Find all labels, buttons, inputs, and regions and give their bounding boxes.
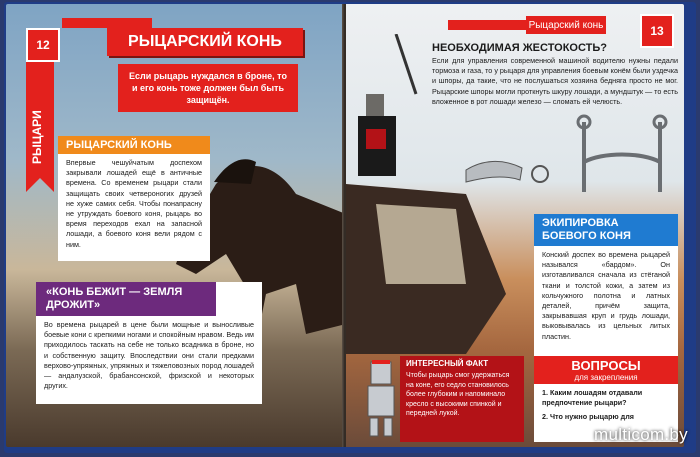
box-cruelty-body: Если для управления современной машиной водителю нужны педали тормоза и газа, то у рыцаря для управления боевым конём были уздечка и шпоры, да такие, что не послушаться хозяина бедняга просто не мог. Рыцарские шпоры могли проткнуть шкуру лошади, а мундштук — то есть вложенное в рот лошади железо — сломать ей челюсть. [432,56,678,106]
box-knight-horse-body: Впервые чешуйчатым доспехом закрывали лошадей ещё в античные времена. Со временем рыцари стали защищать своих четвероногих друзей не хуже самих себя. Чтобы понапрасну не утруждать боевого коня, рыцарь во время переходов ехал на запасной лошади, а боевого коня вели рядом с ним. [66,158,202,249]
horse-bit-icon [572,112,672,208]
intro-callout: Если рыцарь нуждался в броне, то и его конь тоже должен был быть защищён. [118,64,298,112]
fact-body: Чтобы рыцарь смог удержаться на коне, его седло становилось более глубоким и напоминало кресло с высокими спинкой и передней лукой. [406,372,510,418]
box-equipment-body: Конский доспех во времена рыцарей назывался «бардом». Он изготавливался сначала из стёганой ткани и толстой кожи, а затем из кольчужного полотна и латных деталей, причём защита, закрывавшая круп и грудь лошади, выковывалась из цельных литых пластин. [542,250,670,341]
box-knight-horse [58,136,210,261]
spur-icon [462,150,552,194]
box-knight-horse-heading: РЫЦАРСКИЙ КОНЬ [58,136,210,154]
running-head: Рыцарский конь [526,16,606,34]
box-horse-runs-heading: «КОНЬ БЕЖИТ — ЗЕМЛЯ ДРОЖИТ» [36,282,216,316]
page-number-left: 12 [26,28,60,62]
question-1: 1. Каким лошадям отдавали предпочтение рыцари? [542,388,643,408]
knight-mascot-icon [356,360,406,440]
page-title: РЫЦАРСКИЙ КОНЬ [107,28,303,56]
fact-heading: ИНТЕРЕСНЫЙ ФАКТ [406,359,489,368]
questions-header [534,356,678,384]
questions-subheading: для закрепления [574,373,638,382]
box-equipment [534,214,678,356]
right-page [346,4,684,447]
questions-heading: ВОПРОСЫ [571,358,641,373]
page-number-right: 13 [640,14,674,48]
box-horse-runs-body: Во времена рыцарей в цене были мощные и выносливые боевые кони с крепкими ногами и спокойным нравом. Ведь им приходилось таскать на себе не только всадника в броне, но и собственную защиту. Впоследствии они стали предками верхово-упряжных, упряжных и тяжеловозных пород лошадей — андалузской, брабансонской, фризской и некоторых других. [44,320,254,391]
section-tab-label: РЫЦАРИ [30,110,44,164]
box-equipment-heading: ЭКИПИРОВКА БОЕВОГО КОНЯ [534,214,678,246]
question-2: 2. Что нужно рыцарю для [542,412,634,422]
title-ribbon [62,18,152,28]
box-horse-runs [36,282,262,404]
left-page [6,4,344,447]
watermark: multicom.by [594,425,688,444]
box-cruelty-heading: НЕОБХОДИМАЯ ЖЕСТОКОСТЬ? [432,42,607,54]
fact-box [400,356,524,442]
